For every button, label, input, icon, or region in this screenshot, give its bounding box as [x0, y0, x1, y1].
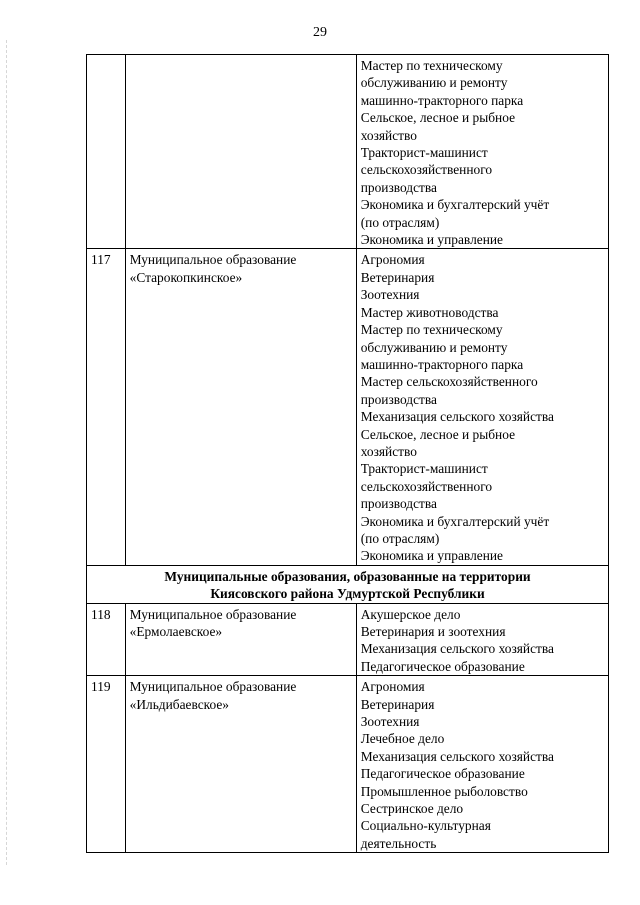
- specialty-line: Экономика и бухгалтерский учёт: [360, 513, 550, 529]
- specialties-cell: [356, 603, 608, 676]
- row-number-cell: 118: [87, 603, 126, 676]
- specialty-line: Сельское, лесное и рыбное: [360, 110, 516, 126]
- section-header-cell: [87, 565, 609, 603]
- municipality-line: «Ильдибаевское»: [129, 696, 229, 712]
- specialty-line: Агрономия: [360, 252, 425, 268]
- specialty-line: Тракторист-машинист: [360, 461, 488, 477]
- specialty-line: обслуживанию и ремонту: [360, 339, 508, 355]
- specialty-line: Промышленное рыболовство: [360, 783, 528, 799]
- scan-edge-line: [6, 40, 7, 865]
- municipality-line: Муниципальное образование: [129, 606, 297, 622]
- specialties-cell: [356, 55, 608, 249]
- specialty-line: Мастер животноводства: [360, 304, 499, 320]
- specialty-line: Экономика и управление: [360, 232, 503, 248]
- section-header-line: Киясовского района Удмуртской Республики: [210, 586, 485, 602]
- specialty-line: (по отраслям): [360, 214, 440, 230]
- specialty-line: Механизация сельского хозяйства: [360, 641, 554, 657]
- specialty-line: сельскохозяйственного: [360, 478, 493, 494]
- specialty-line: хозяйство: [360, 443, 417, 459]
- specialties-cell: [356, 676, 608, 853]
- specialty-line: машинно-тракторного парка: [360, 356, 524, 372]
- table-row: [87, 55, 609, 249]
- municipality-line: Муниципальное образование: [129, 252, 297, 268]
- section-header-row: [87, 565, 609, 603]
- specialty-line: сельскохозяйственного: [360, 162, 493, 178]
- specialty-line: Сестринское дело: [360, 801, 464, 817]
- municipality-table: [86, 54, 609, 853]
- specialty-line: Экономика и управление: [360, 548, 503, 564]
- specialty-line: Педагогическое образование: [360, 766, 525, 782]
- specialty-line: Механизация сельского хозяйства: [360, 748, 554, 764]
- specialty-line: Педагогическое образование: [360, 658, 525, 674]
- specialty-line: Ветеринария и зоотехния: [360, 624, 506, 639]
- table-row: [87, 249, 609, 565]
- row-number-cell: [87, 55, 126, 249]
- municipality-cell: [125, 603, 356, 676]
- specialty-line: Тракторист-машинист: [360, 145, 488, 161]
- specialty-line: Ветеринария: [360, 269, 435, 285]
- specialty-line: Социально-культурная: [360, 818, 491, 834]
- municipality-line: «Старокопкинское»: [129, 269, 243, 285]
- specialty-line: Механизация сельского хозяйства: [360, 409, 554, 425]
- specialty-line: Лечебное дело: [360, 731, 445, 747]
- municipality-line: Муниципальное образование: [129, 679, 297, 695]
- specialties-cell: [356, 249, 608, 565]
- specialty-line: обслуживанию и ремонту: [360, 75, 508, 91]
- specialty-line: Агрономия: [360, 679, 425, 695]
- table-body: [87, 55, 609, 853]
- specialty-line: производства: [360, 179, 437, 195]
- specialty-line: Ветеринария: [360, 696, 435, 712]
- specialty-line: (по отраслям): [360, 530, 440, 546]
- specialty-line: производства: [360, 391, 437, 407]
- specialty-line: Зоотехния: [360, 287, 420, 303]
- table-row: [87, 603, 609, 676]
- section-header-line: Муниципальные образования, образованные на территории: [164, 568, 531, 584]
- specialty-line: Мастер по техническому: [360, 58, 503, 73]
- municipality-cell: [125, 676, 356, 853]
- table-row: [87, 676, 609, 853]
- row-number-cell: 117: [87, 249, 126, 565]
- specialty-line: Мастер сельскохозяйственного: [360, 374, 538, 390]
- specialty-line: Зоотехния: [360, 714, 420, 730]
- specialty-line: Акушерское дело: [360, 606, 461, 622]
- specialty-line: Сельское, лесное и рыбное: [360, 426, 516, 442]
- specialty-line: хозяйство: [360, 127, 417, 143]
- row-number-cell: 119: [87, 676, 126, 853]
- specialty-line: Экономика и бухгалтерский учёт: [360, 197, 550, 213]
- municipality-line: «Ермолаевское»: [129, 624, 223, 639]
- municipality-cell: [125, 249, 356, 565]
- municipality-cell: [125, 55, 356, 249]
- specialty-line: деятельность: [360, 835, 437, 851]
- page-number: 29: [313, 25, 327, 40]
- specialty-line: машинно-тракторного парка: [360, 92, 524, 108]
- specialty-line: производства: [360, 496, 437, 512]
- specialty-line: Мастер по техническому: [360, 322, 503, 338]
